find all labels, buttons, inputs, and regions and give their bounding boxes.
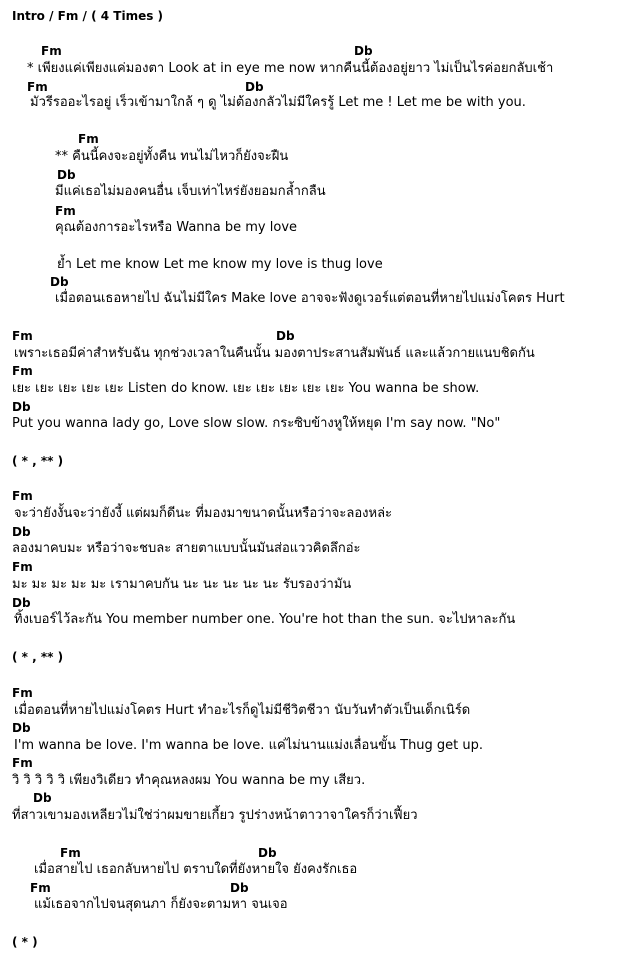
lyric-line: ที่สาวเขามองเหลียวไม่ใช่ว่าผมขายเกี้ยว รูปร่างหน้าตาวาจาใครก็ว่าเฟี้ยว <box>12 808 418 823</box>
chord-fm: Fm <box>12 489 33 503</box>
repeat-marker: ( * ) <box>12 935 38 949</box>
chord-fm: Fm <box>30 881 51 895</box>
lyric-line: แม้เธอจากไปจนสุดนภา ก็ยังจะตามหา จนเจอ <box>34 897 288 912</box>
lyric-line: เมื่อตอนเธอหายไป ฉันไม่มีใคร Make love อาจจะฟังดูเวอร์แต่ตอนที่หายไปแม่งโคตร Hurt <box>55 291 565 306</box>
chord-db: Db <box>230 881 249 895</box>
lyric-line: ทิ้งเบอร์ไว้ละกัน You member number one. You're hot than the sun. จะไปหาละกัน <box>14 612 516 627</box>
lyric-line: คุณต้องการอะไรหรือ Wanna be my love <box>55 220 298 235</box>
chord-db: Db <box>57 168 76 182</box>
lyric-line: เมื่อตอนที่หายไปแม่งโคตร Hurt ทำอะไรก็ดูไม่มีชีวิตชีวา นับวันทำตัวเป็นเด็กเนิร์ด <box>14 703 471 718</box>
chord-db: Db <box>354 44 373 58</box>
lyric-line: Put you wanna lady go, Love slow slow. กระซิบข้างหูให้หยุด I'm say now. "No" <box>12 416 501 431</box>
chord-db: Db <box>12 596 31 610</box>
lyric-line: มัวรีรออะไรอยู่ เร็วเข้ามาใกล้ ๆ ดู ไม่ต้องกลัวไม่มีใครรู้ Let me ! Let me be with you. <box>30 95 526 110</box>
lyric-line: วิ วิ วิ วิ วิ เพียงวิเดียว ทำคุณหลงผม You wanna be my เสียว. <box>12 773 366 788</box>
repeat-marker: ( * , ** ) <box>12 454 64 468</box>
chord-db: Db <box>245 80 264 94</box>
lyric-line: I'm wanna be love. I'm wanna be love. แค่ไม่นานแม่งเลื่อนขั้น Thug get up. <box>14 738 484 753</box>
lyric-line: ** คืนนี้คงจะอยู่ทั้งคืน ทนไม่ไหวก็ยังจะฝืน <box>55 149 289 164</box>
repeat-marker: ( * , ** ) <box>12 650 64 664</box>
chord-db: Db <box>50 275 69 289</box>
chord-fm: Fm <box>12 560 33 574</box>
intro-line: Intro / Fm / ( 4 Times ) <box>12 9 164 23</box>
lyric-line: มะ มะ มะ มะ มะ เรามาคบกัน นะ นะ นะ นะ นะ รับรองว่ามัน <box>12 577 352 592</box>
lyric-line: * เพียงแค่เพียงแค่มองตา Look at in eye me now หากคืนนี้ต้องอยู่ยาว ไม่เป็นไรค่อยกลับเช้า <box>27 61 554 76</box>
chord-db: Db <box>276 329 295 343</box>
chord-fm: Fm <box>12 686 33 700</box>
lyric-line: มีแค่เธอไม่มองคนอื่น เจ็บเท่าไหร่ยังยอมกล้ำกลืน <box>55 184 326 199</box>
chord-fm: Fm <box>27 80 48 94</box>
chord-db: Db <box>12 525 31 539</box>
lyric-line: เพราะเธอมีค่าสำหรับฉัน ทุกช่วงเวลาในคืนนั้น มองตาประสานสัมพันธ์ และแล้วกายแนบชิดกัน <box>14 346 535 361</box>
chord-fm: Fm <box>12 329 33 343</box>
chord-fm: Fm <box>12 756 33 770</box>
chord-fm: Fm <box>60 846 81 860</box>
chord-fm: Fm <box>55 204 76 218</box>
lyric-line: เยะ เยะ เยะ เยะ เยะ Listen do know. เยะ เยะ เยะ เยะ เยะ You wanna be show. <box>12 381 480 396</box>
chord-db: Db <box>33 791 52 805</box>
lyric-line: ลองมาคบมะ หรือว่าจะชบละ สายตาแบบนั้นมันส่อแววคิดลึกอ่ะ <box>12 541 361 556</box>
lyric-line: จะว่ายังงั้นจะว่ายังงี้ แต่ผมก็ดีนะ ที่มองมาขนาดนั้นหรือว่าจะลองหล่ะ <box>14 506 393 521</box>
chord-db: Db <box>258 846 277 860</box>
chord-fm: Fm <box>78 132 99 146</box>
chord-db: Db <box>12 721 31 735</box>
chord-fm: Fm <box>41 44 62 58</box>
chord-fm: Fm <box>12 364 33 378</box>
lyric-line: เมื่อสายไป เธอกลับหายไป ตราบใดที่ยังหายใจ ยังคงรักเธอ <box>34 862 358 877</box>
lyric-line: ย้ำ Let me know Let me know my love is thug love <box>57 257 383 272</box>
chord-db: Db <box>12 400 31 414</box>
